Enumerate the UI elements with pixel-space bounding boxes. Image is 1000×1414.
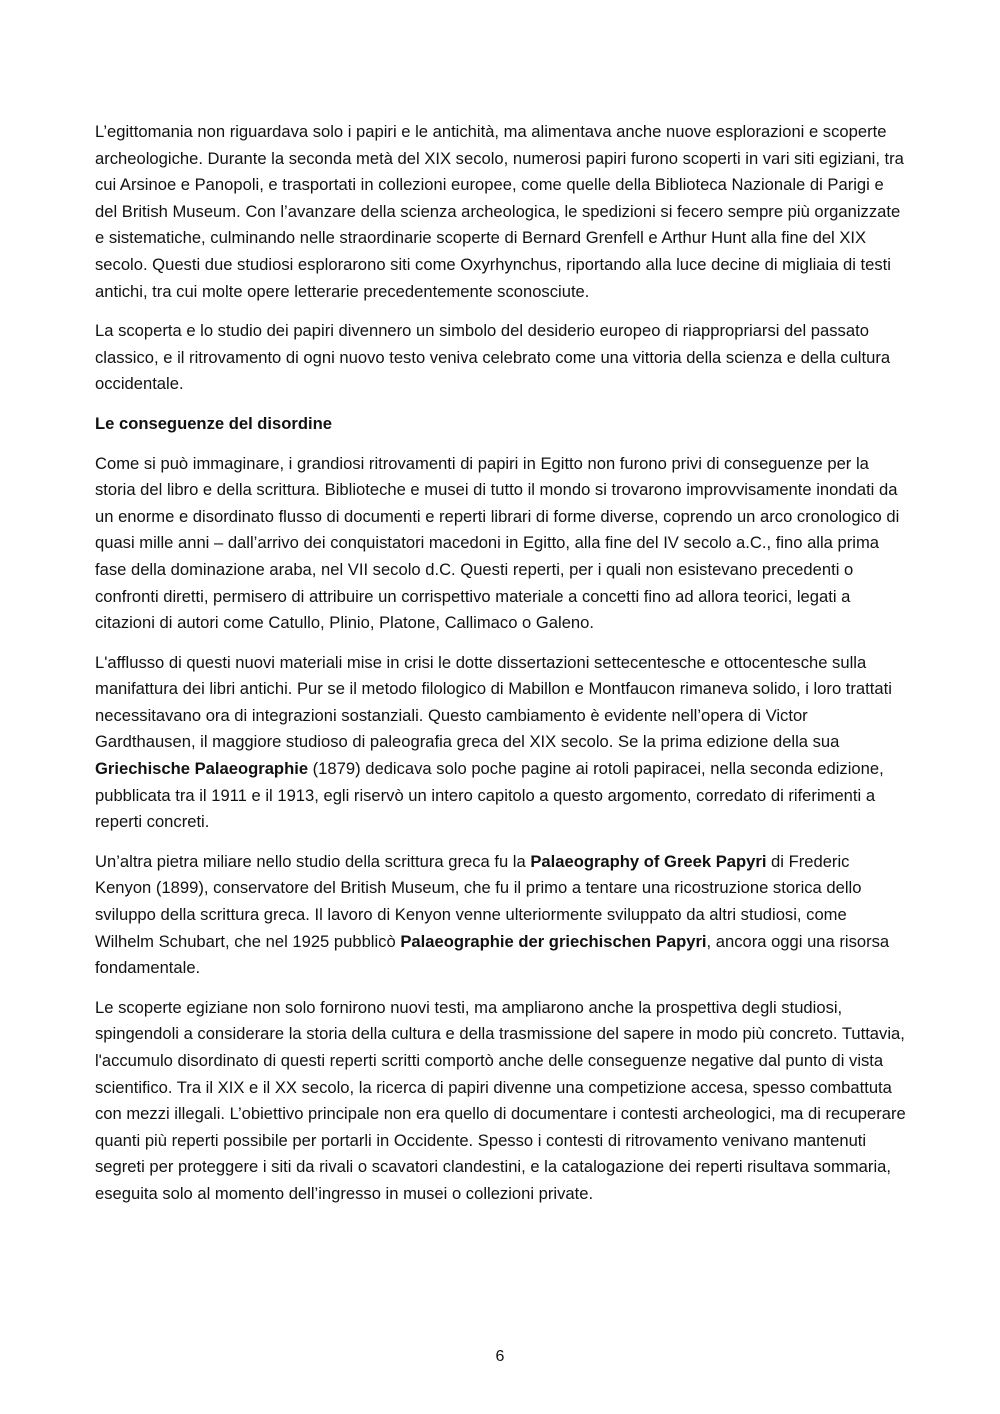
paragraph-text: di Frederic Kenyon (1899), conservatore del British Museum, che fu il primo a tentare una ricostruzione storica dello sviluppo della scrittura greca. Il lavoro di Kenyon venne ulteriormente sviluppato da altri studiosi, come Wilhelm Schubart, che nel 1925 pubblicò	[95, 851, 862, 951]
page-body	[95, 119, 907, 1221]
book-title: Palaeographie der griechischen Papyri	[400, 931, 707, 951]
section-heading: Le conseguenze del disordine	[95, 413, 332, 433]
paragraph-egittomania: L’egittomania non riguardava solo i papiri e le antichità, ma alimentava anche nuove esplorazioni e scoperte archeologiche. Durante la seconda metà del XIX secolo, numerosi papiri furono scoperti in vari siti egiziani, tra cui Arsinoe e Panopoli, e trasportati in collezioni europee, come quelle della Biblioteca Nazionale di Parigi e del British Museum. Con l’avanzare della scienza archeologica, le spedizioni si fecero sempre più organizzate e sistematiche, culminando nelle straordinarie scoperte di Bernard Grenfell e Arthur Hunt alla fine del XIX secolo. Questi due studiosi esplorarono siti come Oxyrhynchus, riportando alla luce decine di migliaia di testi antichi, tra cui molte opere letterarie precedentemente sconosciute.	[95, 122, 904, 301]
paragraph-scoperta-papiri: La scoperta e lo studio dei papiri divennero un simbolo del desiderio europeo di riappropriarsi del passato classico, e il ritrovamento di ogni nuovo testo veniva celebrato come una vittoria della scienza e della cultura occidentale.	[95, 321, 891, 394]
paragraph-text: , ancora oggi una risorsa fondamentale.	[95, 931, 890, 978]
paragraph-kenyon	[95, 849, 907, 982]
paragraph-conseguenze: Come si può immaginare, i grandiosi ritrovamenti di papiri in Egitto non furono privi di conseguenze per la storia del libro e della scrittura. Biblioteche e musei di tutto il mondo si trovarono improvvisamente inondati da un enorme e disordinato flusso di documenti e reperti librari di forme diverse, coprendo un arco cronologico di quasi mille anni – dall’arrivo dei conquistatori macedoni in Egitto, alla fine del IV secolo a.C., fino alla prima fase della dominazione araba, nel VII secolo d.C. Questi reperti, per i quali non esistevano precedenti o confronti diretti, permisero di attribuire un corrispettivo materiale a concetti fino ad allora teorici, legati a citazioni di autori come Catullo, Plinio, Platone, Callimaco o Galeno.	[95, 453, 900, 633]
page-number: 6	[495, 1348, 505, 1365]
paragraph-scoperte-egiziane: Le scoperte egiziane non solo fornirono nuovi testi, ma ampliarono anche la prospettiva degli studiosi, spingendoli a considerare la storia della cultura e della trasmissione del sapere in modo più concreto. Tuttavia, l'accumulo disordinato di questi reperti scritti comportò anche delle conseguenze negative dal punto di vista scientifico. Tra il XIX e il XX secolo, la ricerca di papiri divenne una competizione accesa, spesso combattuta con mezzi illegali. L’obiettivo principale non era quello di documentare i contesti archeologici, ma di recuperare quanti più reperti possibile per portarli in Occidente. Spesso i contesti di ritrovamento venivano mantenuti segreti per proteggere i siti da rivali o scavatori clandestini, e la catalogazione dei reperti risultava sommaria, eseguita solo al momento dell’ingresso in musei o collezioni private.	[95, 997, 906, 1203]
book-title: Palaeography of Greek Papyri	[530, 851, 767, 871]
paragraph-text: Un’altra pietra miliare nello studio della scrittura greca fu la	[95, 851, 531, 871]
paragraph-text: L'afflusso di questi nuovi materiali mise in crisi le dotte dissertazioni settecentesche e ottocentesche sulla manifattura dei libri antichi. Pur se il metodo filologico di Mabillon e Montfaucon rimaneva solido, i loro trattati necessitavano ora di integrazioni sostanziali. Questo cambiamento è evidente nell’opera di Victor Gardthausen, il maggiore studioso di paleografia greca del XIX secolo. Se la prima edizione della sua	[95, 652, 892, 752]
paragraph-text: (1879) dedicava solo poche pagine ai rotoli papiracei, nella seconda edizione, pubblicata tra il 1911 e il 1913, egli riservò un intero capitolo a questo argomento, corredato di riferimenti a reperti concreti.	[95, 759, 884, 832]
book-title: Griechische Palaeographie	[95, 759, 309, 779]
paragraph-gardthausen	[95, 650, 907, 836]
